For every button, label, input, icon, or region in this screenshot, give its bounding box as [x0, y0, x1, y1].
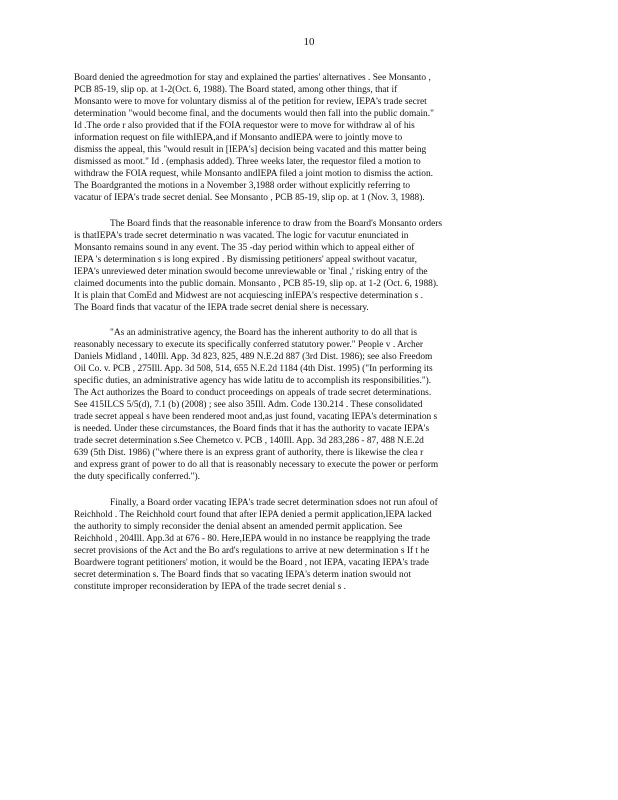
- text-line: claimed documents into the public domain. Monsanto , PCB 85-19, slip op. at 1-2 (Oct. 6, 1988).: [74, 278, 439, 289]
- text-line: trade secret appeal s have been rendered moot and,as just found, vacating IEPA's determination s: [74, 412, 438, 423]
- text-line: withdraw the FOIA request, while Monsanto andIEPA filed a joint motion to dismiss the action.: [74, 169, 433, 180]
- text-line: dismissed as moot." Id . (emphasis added). Three weeks later, the requestor filed a motion to: [74, 157, 421, 168]
- paragraph-monsanto-history: [74, 72, 534, 205]
- paragraph-reichhold: [74, 497, 534, 593]
- text-line: Oil Co. v. PCB , 275Ill. App. 3d 508, 514, 655 N.E.2d 1184 (4th Dist. 1995) ("In performing its: [74, 364, 433, 375]
- text-line: IEPA's unreviewed deter mination swould become unreviewable or 'final ,' risking entry of the: [74, 266, 428, 277]
- text-line: Boardwere togrant petitioners' motion, it would be the Board , not IEPA, vacating IEPA's trade: [74, 557, 429, 568]
- text-line: vacatur of IEPA's trade secret denial. See Monsanto , PCB 85-19, slip op. at 1 (Nov. 3, 1988).: [74, 193, 425, 204]
- text-line: The Act authorizes the Board to conduct proceedings on appeals of trade secret determinations.: [74, 388, 432, 399]
- text-line: 639 (5th Dist. 1986) ("where there is an express grant of authority, there is likewise the clea r: [74, 448, 424, 459]
- page-number: 10: [303, 36, 315, 48]
- text-line: See 415ILCS 5/5(d), 7.1 (b) (2008) ; see also 35Ill. Adm. Code 130.214 . These consolidated: [74, 400, 423, 411]
- text-line: Daniels Midland , 140Ill. App. 3d 823, 825, 489 N.E.2d 887 (3rd Dist. 1986); see also Freedom: [74, 351, 433, 362]
- text-line: trade secret determination s.See Chemetco v. PCB , 140Ill. App. 3d 283,286 - 87, 488 N.E.2d: [74, 436, 424, 447]
- text-line: The Board finds that the reasonable inference to draw from the Board's Monsanto orders: [110, 218, 443, 229]
- text-line: Board denied the agreedmotion for stay and explained the parties' alternatives . See Monsanto ,: [74, 73, 431, 83]
- text-line: The Board finds that vacatur of the IEPA trade secret denial shere is necessary.: [74, 302, 369, 313]
- text-line: PCB 85-19, slip op. at 1-2(Oct. 6, 1988). The Board stated, among other things, that if: [74, 85, 398, 96]
- text-line: It is plain that ComEd and Midwest are not acquiescing inIEPA's respective determination s .: [74, 290, 423, 301]
- document-body: [74, 72, 534, 606]
- text-line: Monsanto were to move for voluntary dismiss al of the petition for review, IEPA's trade secret: [74, 97, 427, 108]
- text-line: is thatIEPA's trade secret determinatio n was vacated. The logic for vacutur enunciated in: [74, 230, 409, 241]
- text-line: information request on file withIEPA,and if Monsanto andIEPA were to jointly move to: [74, 133, 403, 144]
- paragraph-board-authority: [74, 327, 534, 484]
- text-line: is needed. Under these circumstances, the Board finds that it has the authority to vacate IEPA's: [74, 424, 430, 435]
- text-line: Reichhold . The Reichhold court found that after IEPA denied a permit application,IEPA lacked: [74, 509, 432, 520]
- text-line: Monsanto remains sound in any event. The 35 -day period within which to appeal either of: [74, 242, 415, 253]
- text-line: IEPA 's determination s is long expired . By dismissing petitioners' appeal swithout vacatur,: [74, 254, 417, 265]
- text-line: Reichhold , 204Ill. App.3d at 676 - 80. Here,IEPA would in no instance be reapplying the trade: [74, 533, 431, 544]
- text-line: the authority to simply reconsider the denial absent an amended permit application. See: [74, 521, 403, 532]
- paragraph-vacatur-finding: [74, 218, 534, 314]
- text-line: secret determination s. The Board finds that so vacating IEPA's determ ination swould not: [74, 569, 412, 580]
- text-line: Finally, a Board order vacating IEPA's trade secret determination sdoes not run afoul of: [110, 497, 438, 508]
- text-line: constitute improper reconsideration by IEPA of the trade secret denial s .: [74, 581, 346, 592]
- text-line: the duty specifically conferred.").: [74, 472, 200, 483]
- text-line: The Boardgranted the motions in a November 3,1988 order without explicitly referring to: [74, 181, 411, 192]
- text-line: reasonably necessary to execute its specifically conferred statutory power." People v . Archer: [74, 339, 424, 350]
- text-line: and express grant of power to do all that is reasonably necessary to execute the power or perform: [74, 460, 439, 471]
- text-line: secret provisions of the Act and the Bo ard's regulations to arrive at new determination s If t he: [74, 545, 430, 556]
- text-line: "As an administrative agency, the Board has the inherent authority to do all that is: [110, 327, 418, 338]
- text-line: specific duties, an administrative agency has wide latitu de to accomplish its responsibilities.").: [74, 376, 432, 387]
- text-line: Id .The orde r also provided that if the FOIA requestor were to move for withdraw al of his: [74, 121, 415, 132]
- text-line: dismiss the appeal, this "would result in [IEPA's] decision being vacated and this matter being: [74, 145, 427, 156]
- text-line: determination "would become final, and the documents would then fall into the public domain.": [74, 109, 434, 120]
